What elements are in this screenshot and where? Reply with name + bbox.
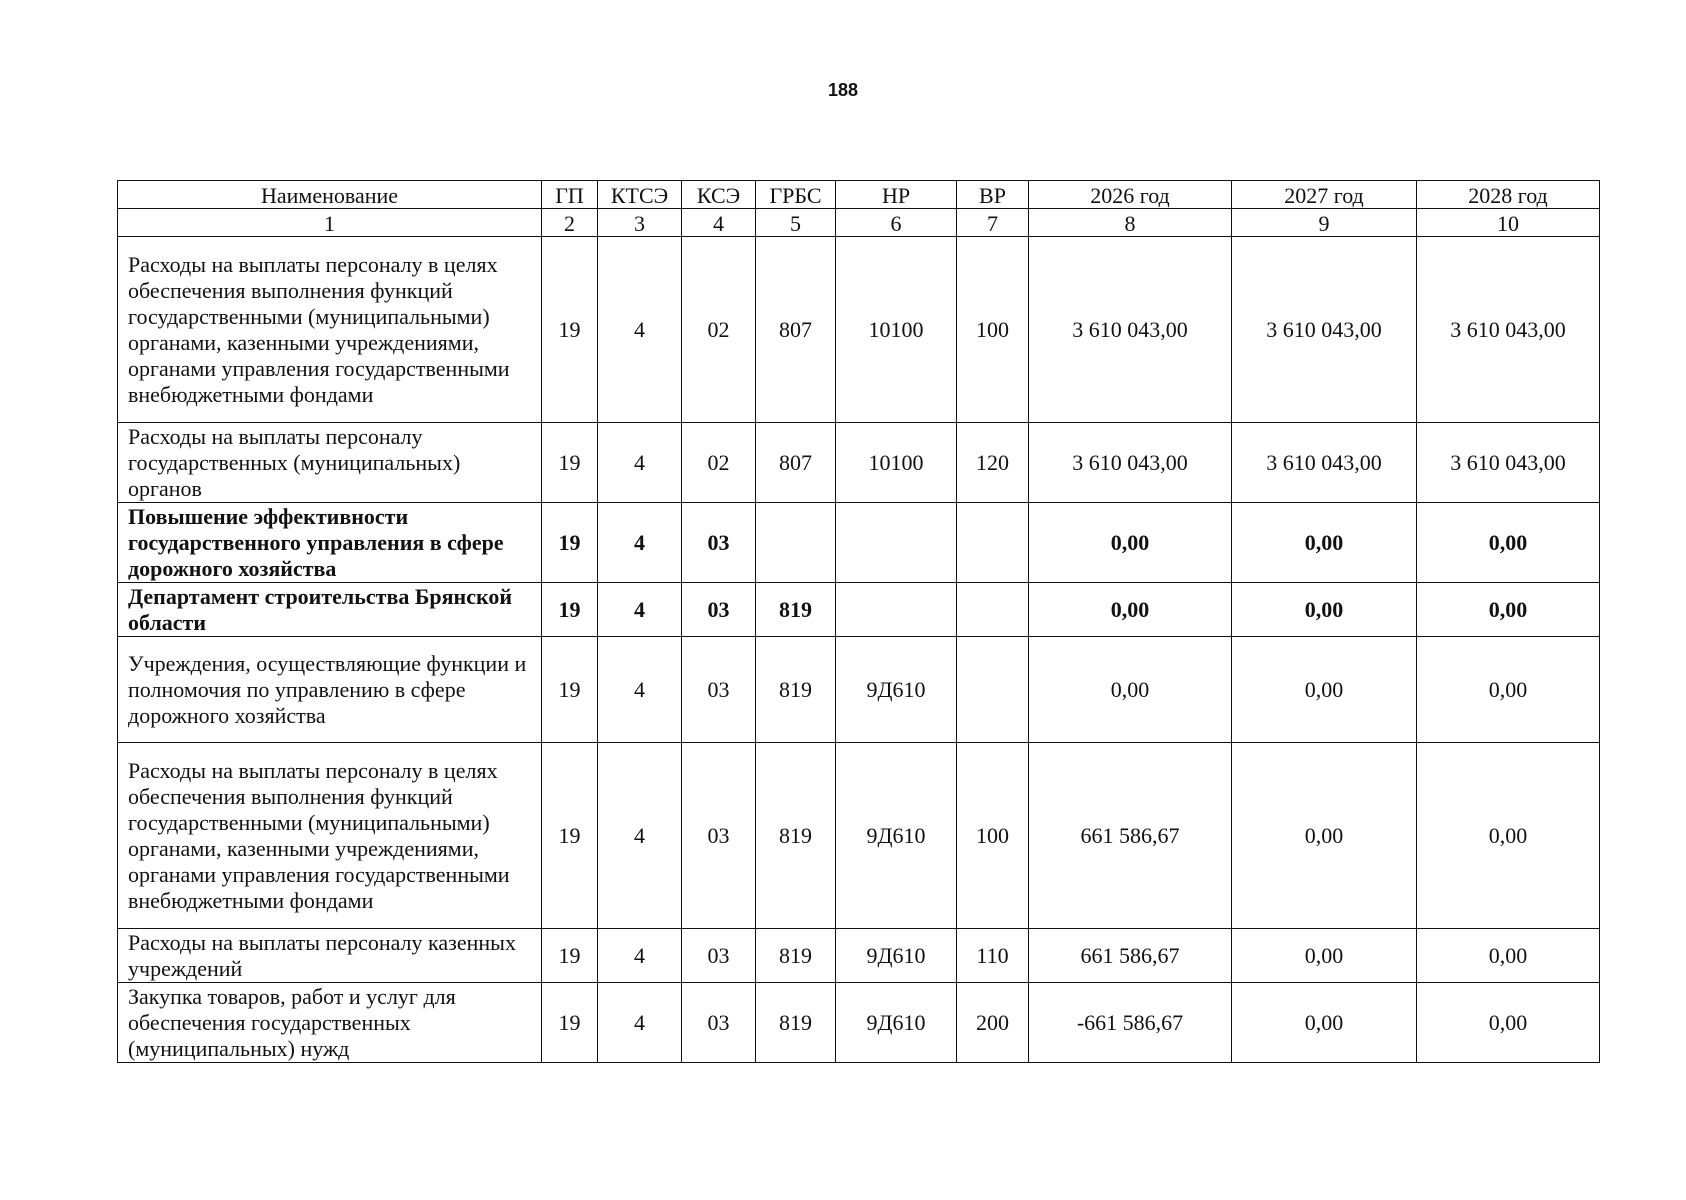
kse-cell: 03 <box>682 503 756 583</box>
gp-cell: 19 <box>542 929 598 983</box>
table-row <box>118 237 1600 423</box>
kse-cell: 03 <box>682 743 756 929</box>
table-row <box>118 743 1600 929</box>
table-row <box>118 503 1600 583</box>
column-number-row <box>118 209 1600 237</box>
row-name-cell: Расходы на выплаты персоналу в целях обеспечения выполнения функций государственными (муниципальными) органами, казенными учреждениями, органами управления государственными внебюджетными фондами <box>118 743 542 929</box>
gp-cell: 19 <box>542 503 598 583</box>
gp-cell: 19 <box>542 743 598 929</box>
vr-cell: 100 <box>957 743 1029 929</box>
nr-cell: 10100 <box>836 423 957 503</box>
nr-cell: 9Д610 <box>836 929 957 983</box>
header-cell: Наименование <box>118 181 542 209</box>
nr-cell: 9Д610 <box>836 983 957 1063</box>
amount-2027-cell: 3 610 043,00 <box>1232 237 1417 423</box>
ktse-cell: 4 <box>598 637 682 743</box>
kse-cell: 03 <box>682 983 756 1063</box>
table-row <box>118 637 1600 743</box>
ktse-cell: 4 <box>598 743 682 929</box>
page-number: 188 <box>827 80 859 100</box>
amount-2026-cell: 0,00 <box>1029 583 1232 637</box>
grbs-cell: 819 <box>756 983 836 1063</box>
vr-cell <box>957 503 1029 583</box>
ktse-cell: 4 <box>598 503 682 583</box>
row-name-cell: Департамент строительства Брянской области <box>118 583 542 637</box>
amount-2027-cell: 3 610 043,00 <box>1232 423 1417 503</box>
grbs-cell: 807 <box>756 423 836 503</box>
vr-cell: 110 <box>957 929 1029 983</box>
header-cell: КСЭ <box>682 181 756 209</box>
amount-2028-cell: 0,00 <box>1417 503 1600 583</box>
vr-cell: 200 <box>957 983 1029 1063</box>
amount-2028-cell: 3 610 043,00 <box>1417 423 1600 503</box>
row-name-cell: Закупка товаров, работ и услуг для обеспечения государственных (муниципальных) нужд <box>118 983 542 1063</box>
column-number-cell: 8 <box>1029 209 1232 237</box>
header-cell: ГП <box>542 181 598 209</box>
header-cell: НР <box>836 181 957 209</box>
gp-cell: 19 <box>542 983 598 1063</box>
header-cell: ГРБС <box>756 181 836 209</box>
kse-cell: 03 <box>682 583 756 637</box>
grbs-cell <box>756 503 836 583</box>
amount-2028-cell: 0,00 <box>1417 583 1600 637</box>
ktse-cell: 4 <box>598 983 682 1063</box>
amount-2026-cell: -661 586,67 <box>1029 983 1232 1063</box>
row-name-cell: Повышение эффективности государственного управления в сфере дорожного хозяйства <box>118 503 542 583</box>
column-number-cell: 7 <box>957 209 1029 237</box>
vr-cell <box>957 583 1029 637</box>
amount-2026-cell: 3 610 043,00 <box>1029 423 1232 503</box>
amount-2028-cell: 0,00 <box>1417 929 1600 983</box>
amount-2028-cell: 3 610 043,00 <box>1417 237 1600 423</box>
amount-2026-cell: 661 586,67 <box>1029 929 1232 983</box>
table-header-row <box>118 181 1600 209</box>
column-number-cell: 3 <box>598 209 682 237</box>
vr-cell: 100 <box>957 237 1029 423</box>
ktse-cell: 4 <box>598 583 682 637</box>
header-cell: КТСЭ <box>598 181 682 209</box>
kse-cell: 03 <box>682 637 756 743</box>
header-cell: 2027 год <box>1232 181 1417 209</box>
nr-cell <box>836 503 957 583</box>
amount-2027-cell: 0,00 <box>1232 743 1417 929</box>
row-name-cell: Расходы на выплаты персоналу в целях обеспечения выполнения функций государственными (муниципальными) органами, казенными учреждениями, органами управления государственными внебюджетными фондами <box>118 237 542 423</box>
table-row <box>118 929 1600 983</box>
vr-cell: 120 <box>957 423 1029 503</box>
nr-cell: 9Д610 <box>836 637 957 743</box>
amount-2028-cell: 0,00 <box>1417 983 1600 1063</box>
gp-cell: 19 <box>542 583 598 637</box>
row-name-cell: Расходы на выплаты персоналу казенных учреждений <box>118 929 542 983</box>
amount-2027-cell: 0,00 <box>1232 583 1417 637</box>
ktse-cell: 4 <box>598 237 682 423</box>
amount-2028-cell: 0,00 <box>1417 637 1600 743</box>
gp-cell: 19 <box>542 423 598 503</box>
vr-cell <box>957 637 1029 743</box>
amount-2026-cell: 0,00 <box>1029 637 1232 743</box>
ktse-cell: 4 <box>598 423 682 503</box>
nr-cell <box>836 583 957 637</box>
table-row <box>118 583 1600 637</box>
kse-cell: 02 <box>682 237 756 423</box>
grbs-cell: 819 <box>756 583 836 637</box>
column-number-cell: 2 <box>542 209 598 237</box>
amount-2027-cell: 0,00 <box>1232 503 1417 583</box>
nr-cell: 10100 <box>836 237 957 423</box>
column-number-cell: 5 <box>756 209 836 237</box>
gp-cell: 19 <box>542 237 598 423</box>
grbs-cell: 819 <box>756 929 836 983</box>
column-number-cell: 1 <box>118 209 542 237</box>
amount-2026-cell: 0,00 <box>1029 503 1232 583</box>
amount-2026-cell: 661 586,67 <box>1029 743 1232 929</box>
amount-2027-cell: 0,00 <box>1232 637 1417 743</box>
kse-cell: 02 <box>682 423 756 503</box>
row-name-cell: Расходы на выплаты персоналу государственных (муниципальных) органов <box>118 423 542 503</box>
header-cell: ВР <box>957 181 1029 209</box>
ktse-cell: 4 <box>598 929 682 983</box>
grbs-cell: 819 <box>756 637 836 743</box>
header-cell: 2028 год <box>1417 181 1600 209</box>
gp-cell: 19 <box>542 637 598 743</box>
grbs-cell: 819 <box>756 743 836 929</box>
column-number-cell: 10 <box>1417 209 1600 237</box>
amount-2026-cell: 3 610 043,00 <box>1029 237 1232 423</box>
grbs-cell: 807 <box>756 237 836 423</box>
column-number-cell: 4 <box>682 209 756 237</box>
column-number-cell: 6 <box>836 209 957 237</box>
nr-cell: 9Д610 <box>836 743 957 929</box>
kse-cell: 03 <box>682 929 756 983</box>
table-row <box>118 983 1600 1063</box>
amount-2027-cell: 0,00 <box>1232 929 1417 983</box>
budget-table <box>117 180 1600 1063</box>
amount-2028-cell: 0,00 <box>1417 743 1600 929</box>
column-number-cell: 9 <box>1232 209 1417 237</box>
row-name-cell: Учреждения, осуществляющие функции и полномочия по управлению в сфере дорожного хозяйства <box>118 637 542 743</box>
table-row <box>118 423 1600 503</box>
amount-2027-cell: 0,00 <box>1232 983 1417 1063</box>
header-cell: 2026 год <box>1029 181 1232 209</box>
